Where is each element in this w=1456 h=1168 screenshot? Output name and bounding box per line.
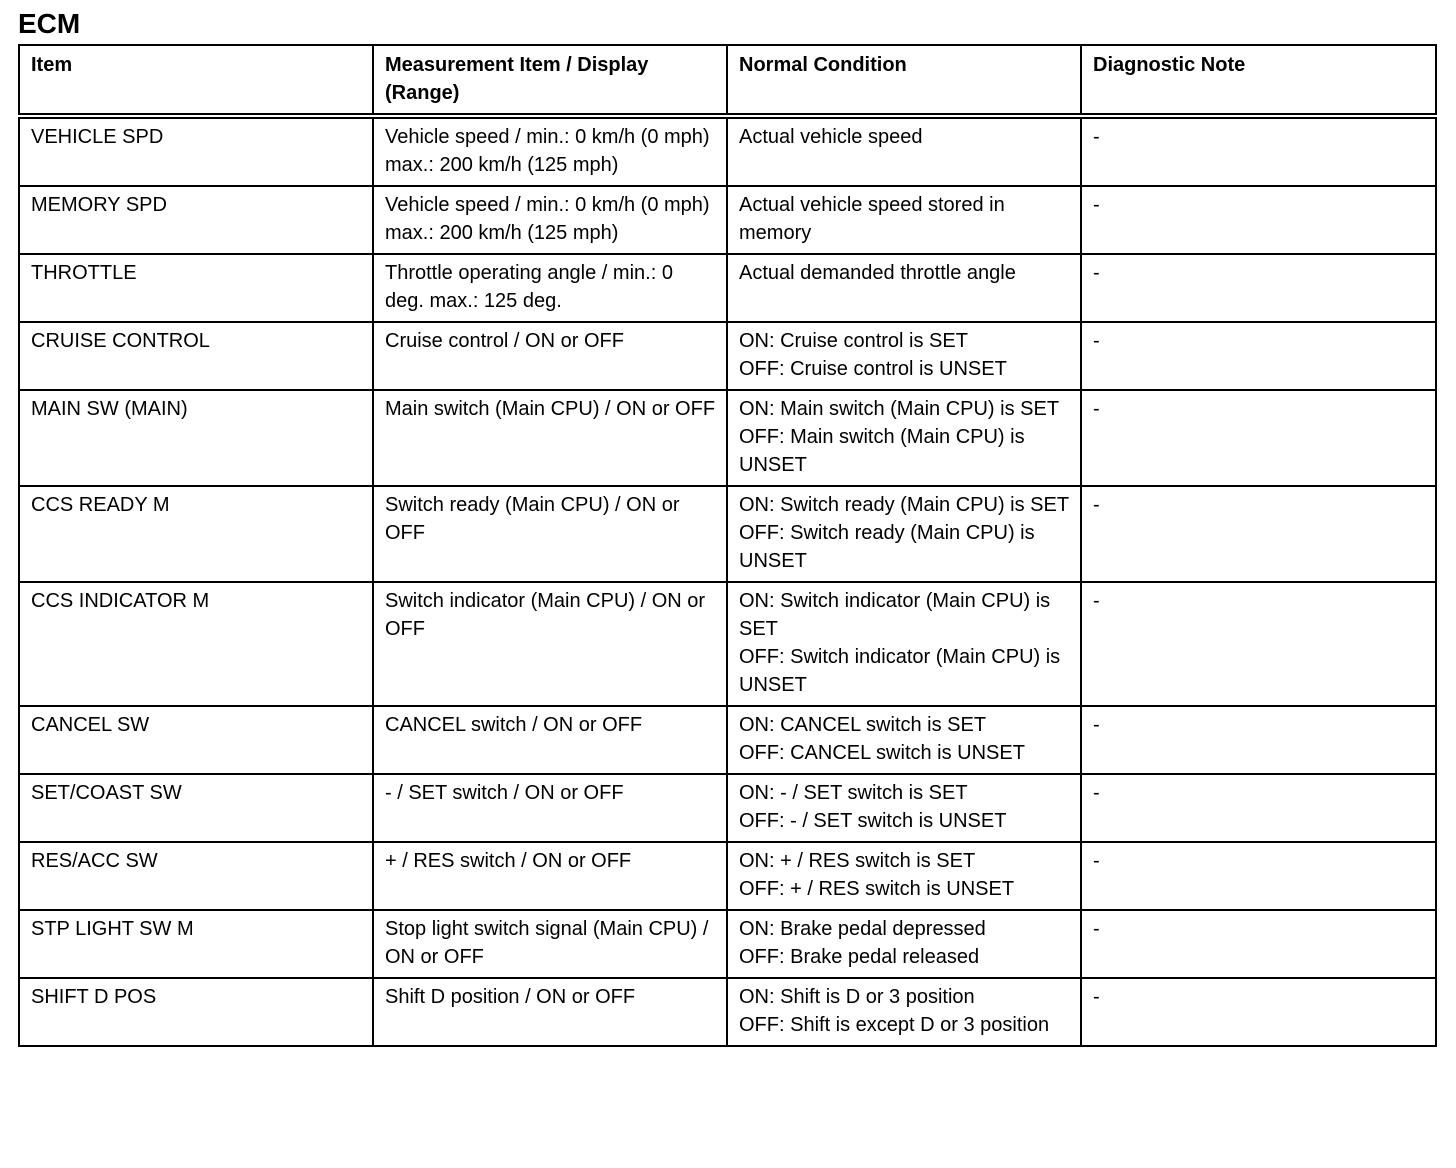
cell-measurement: + / RES switch / ON or OFF: [373, 842, 727, 910]
table-row: [19, 910, 1436, 978]
cell-item: RES/ACC SW: [19, 842, 373, 910]
condition-line-1: ON: + / RES switch is SET: [739, 850, 976, 872]
cell-item: CCS READY M: [19, 486, 373, 582]
cell-diagnostic-note: -: [1081, 254, 1436, 322]
table-row: [19, 582, 1436, 706]
cell-item: MAIN SW (MAIN): [19, 390, 373, 486]
cell-normal-condition: [727, 978, 1081, 1046]
condition-line-1: ON: Shift is D or 3 position: [739, 986, 975, 1008]
cell-item: VEHICLE SPD: [19, 116, 373, 186]
cell-diagnostic-note: -: [1081, 116, 1436, 186]
cell-measurement: Main switch (Main CPU) / ON or OFF: [373, 390, 727, 486]
cell-item: SET/COAST SW: [19, 774, 373, 842]
table-row: [19, 322, 1436, 390]
cell-item: THROTTLE: [19, 254, 373, 322]
condition-line-2: OFF: Switch indicator (Main CPU) is UNSET: [739, 646, 1061, 696]
cell-diagnostic-note: -: [1081, 774, 1436, 842]
cell-item: STP LIGHT SW M: [19, 910, 373, 978]
condition-line-2: OFF: Cruise control is UNSET: [739, 358, 1007, 380]
table-header-row: [19, 45, 1436, 116]
table-row: [19, 390, 1436, 486]
table-row: [19, 116, 1436, 186]
condition-line-1: ON: CANCEL switch is SET: [739, 714, 987, 736]
condition-line-2: OFF: Brake pedal released: [739, 946, 980, 968]
table-body: [19, 116, 1436, 1046]
cell-normal-condition: [727, 390, 1081, 486]
cell-measurement: - / SET switch / ON or OFF: [373, 774, 727, 842]
cell-item: MEMORY SPD: [19, 186, 373, 254]
header-normal-condition: Normal Condition: [727, 45, 1081, 116]
cell-measurement: Vehicle speed / min.: 0 km/h (0 mph) max.: 200 km/h (125 mph): [373, 116, 727, 186]
condition-line-2: OFF: Switch ready (Main CPU) is UNSET: [739, 522, 1035, 572]
condition-line-1: ON: - / SET switch is SET: [739, 782, 968, 804]
cell-diagnostic-note: -: [1081, 322, 1436, 390]
page-title: ECM: [18, 8, 81, 39]
header-diagnostic-note: Diagnostic Note: [1081, 45, 1436, 116]
cell-normal-condition: [727, 116, 1081, 186]
condition-line-2: OFF: - / SET switch is UNSET: [739, 810, 1007, 832]
ecm-data-table: [18, 44, 1437, 1047]
cell-normal-condition: [727, 322, 1081, 390]
cell-normal-condition: [727, 706, 1081, 774]
cell-diagnostic-note: -: [1081, 978, 1436, 1046]
table-row: [19, 774, 1436, 842]
condition-line-2: OFF: Main switch (Main CPU) is UNSET: [739, 426, 1025, 476]
cell-item: CRUISE CONTROL: [19, 322, 373, 390]
cell-diagnostic-note: -: [1081, 910, 1436, 978]
cell-measurement: Stop light switch signal (Main CPU) / ON or OFF: [373, 910, 727, 978]
cell-measurement: Switch ready (Main CPU) / ON or OFF: [373, 486, 727, 582]
condition-line-1: ON: Switch indicator (Main CPU) is SET: [739, 590, 1051, 640]
condition-line-1: ON: Switch ready (Main CPU) is SET: [739, 494, 1070, 516]
header-item: Item: [19, 45, 373, 116]
cell-item: CCS INDICATOR M: [19, 582, 373, 706]
table-row: [19, 978, 1436, 1046]
table-row: [19, 842, 1436, 910]
cell-measurement: CANCEL switch / ON or OFF: [373, 706, 727, 774]
condition-line-1: ON: Cruise control is SET: [739, 330, 968, 352]
condition-line-2: OFF: + / RES switch is UNSET: [739, 878, 1015, 900]
condition-line-2: OFF: Shift is except D or 3 position: [739, 1014, 1050, 1036]
condition-line-1: ON: Main switch (Main CPU) is SET: [739, 398, 1060, 420]
cell-measurement: Cruise control / ON or OFF: [373, 322, 727, 390]
condition-line-1: Actual demanded throttle angle: [739, 262, 1016, 284]
table-row: [19, 254, 1436, 322]
cell-measurement: Shift D position / ON or OFF: [373, 978, 727, 1046]
cell-normal-condition: [727, 254, 1081, 322]
cell-measurement: Switch indicator (Main CPU) / ON or OFF: [373, 582, 727, 706]
cell-diagnostic-note: -: [1081, 390, 1436, 486]
cell-measurement: Throttle operating angle / min.: 0 deg. max.: 125 deg.: [373, 254, 727, 322]
condition-line-1: Actual vehicle speed: [739, 126, 923, 148]
cell-item: CANCEL SW: [19, 706, 373, 774]
cell-measurement: Vehicle speed / min.: 0 km/h (0 mph) max.: 200 km/h (125 mph): [373, 186, 727, 254]
cell-diagnostic-note: -: [1081, 842, 1436, 910]
condition-line-1: Actual vehicle speed stored in memory: [739, 194, 1005, 244]
cell-normal-condition: [727, 582, 1081, 706]
cell-item: SHIFT D POS: [19, 978, 373, 1046]
cell-diagnostic-note: -: [1081, 706, 1436, 774]
table-row: [19, 186, 1436, 254]
condition-line-1: ON: Brake pedal depressed: [739, 918, 986, 940]
table-row: [19, 486, 1436, 582]
cell-diagnostic-note: -: [1081, 486, 1436, 582]
cell-normal-condition: [727, 486, 1081, 582]
header-measurement: Measurement Item / Display (Range): [373, 45, 727, 116]
cell-diagnostic-note: -: [1081, 582, 1436, 706]
cell-normal-condition: [727, 842, 1081, 910]
cell-diagnostic-note: -: [1081, 186, 1436, 254]
condition-line-2: OFF: CANCEL switch is UNSET: [739, 742, 1025, 764]
table-row: [19, 706, 1436, 774]
cell-normal-condition: [727, 774, 1081, 842]
cell-normal-condition: [727, 910, 1081, 978]
cell-normal-condition: [727, 186, 1081, 254]
